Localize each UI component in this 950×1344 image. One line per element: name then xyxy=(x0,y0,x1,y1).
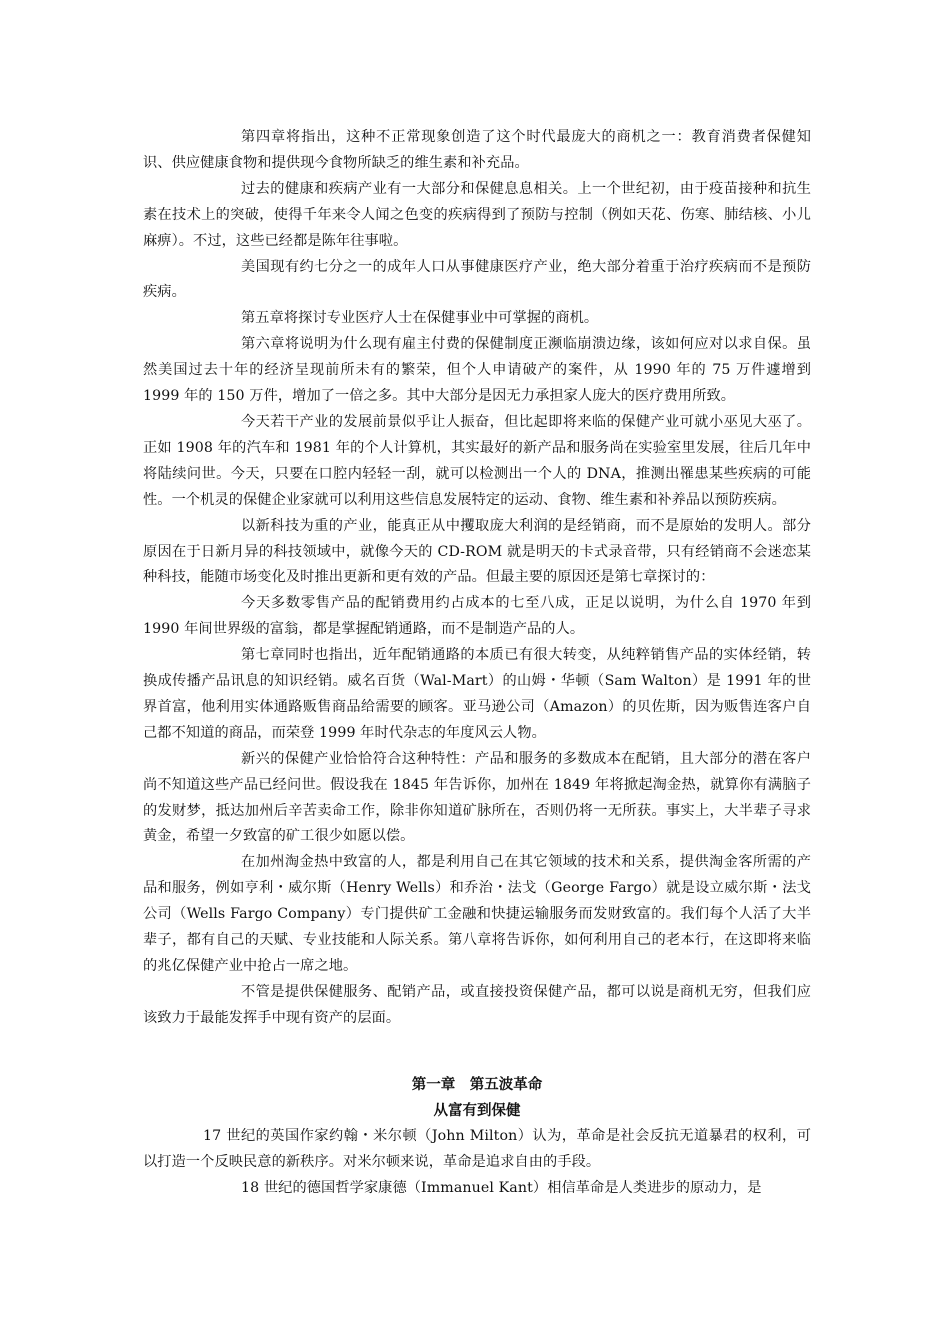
paragraph-2: 过去的健康和疾病产业有一大部分和保健息息相关。上一个世纪初，由于疫苗接种和抗生素在技术上的突破，使得千年来令人闻之色变的疾病得到了预防与控制（例如天花、伤寒、肺结核、小儿麻痹）。不过，这些已经都是陈年往事啦。 xyxy=(143,180,811,249)
paragraph-9: 第七章同时也指出，近年配销通路的本质已有很大转变，从纯粹销售产品的实体经销，转换成传播产品讯息的知识经销。威名百货（Wal-Mart）的山姆・华顿（Sam Walton）是 1991 年的世界首富，他利用实体通路贩售商品给需要的顾客。亚马逊公司（Amazon）的贝佐斯，因为贩售连客户自己都不知道的商品，而荣登 1999 年时代杂志的年度风云人物。 xyxy=(143,647,811,741)
paragraph-11: 在加州淘金热中致富的人，都是利用自己在其它领域的技术和关系，提供淘金客所需的产品和服务，例如亨利・威尔斯（Henry Wells）和乔治・法戈（George Fargo）就是设立威尔斯・法戈公司（Wells Fargo Company）专门提供矿工金融和快捷运输服务而发财致富的。我们每个人活了大半辈子，都有自己的天赋、专业技能和人际关系。第八章将告诉你，如何利用自己的老本行，在这即将来临的兆亿保健产业中抢占一席之地。 xyxy=(143,854,811,974)
paragraph-8: 今天多数零售产品的配销费用约占成本的七至八成，正足以说明，为什么自 1970 年到 1990 年间世界级的富翁，都是掌握配销通路，而不是制造产品的人。 xyxy=(143,595,811,638)
chapter-subtitle: 从富有到保健 xyxy=(433,1102,521,1119)
chapter-paragraph-1: 17 世纪的英国作家约翰・米尔顿（John Milton）认为，革命是社会反抗无道暴君的权利，可以打造一个反映民意的新秩序。对米尔顿来说，革命是追求自由的手段。 xyxy=(143,1127,811,1170)
paragraph-12: 不管是提供保健服务、配销产品，或直接投资保健产品，都可以说是商机无穷，但我们应该致力于最能发挥手中现有资产的层面。 xyxy=(143,983,811,1026)
paragraph-6: 今天若干产业的发展前景似乎让人振奋，但比起即将来临的保健产业可就小巫见大巫了。正如 1908 年的汽车和 1981 年的个人计算机，其实最好的新产品和服务尚在实验室里发展，往后几年中将陆续问世。今天，只要在口腔内轻轻一刮，就可以检测出一个人的 DNA，推测出罹患某些疾病的可能性。一个机灵的保健企业家就可以利用这些信息发展特定的运动、食物、维生素和补养品以预防疾病。 xyxy=(143,413,811,508)
paragraph-5: 第六章将说明为什么现有雇主付费的保健制度正濒临崩溃边缘，该如何应对以求自保。虽然美国过去十年的经济呈现前所未有的繁荣，但个人申请破产的案件，从 1990 年的 75 万件遽增到 1999 年的 150 万件，增加了一倍之多。其中大部分是因无力承担家人庞大的医疗费用所致。 xyxy=(143,336,811,405)
paragraph-10: 新兴的保健产业恰恰符合这种特性：产品和服务的多数成本在配销，且大部分的潜在客户尚不知道这些产品已经问世。假设我在 1845 年告诉你，加州在 1849 年将掀起淘金热，就算你有满脑子的发财梦，抵达加州后辛苦卖命工作，除非你知道矿脉所在，否则仍将一无所获。事实上，大半辈子寻求黄金，希望一夕致富的矿工很少如愿以偿。 xyxy=(143,750,811,845)
paragraph-7: 以新科技为重的产业，能真正从中攫取庞大利润的是经销商，而不是原始的发明人。部分原因在于日新月异的科技领域中，就像今天的 CD-ROM 就是明天的卡式录音带，只有经销商不会迷恋某种科技，能随市场变化及时推出更新和更有效的产品。但最主要的原因还是第七章探讨的： xyxy=(143,517,811,586)
paragraph-4: 第五章将探讨专业医疗人士在保健事业中可掌握的商机。 xyxy=(241,310,599,327)
paragraph-1: 第四章将指出，这种不正常现象创造了这个时代最庞大的商机之一：教育消费者保健知识、供应健康食物和提供现今食物所缺乏的维生素和补充品。 xyxy=(143,129,811,171)
paragraph-3: 美国现有约七分之一的成年人口从事健康医疗产业，绝大部分着重于治疗疾病而不是预防疾病。 xyxy=(143,258,811,301)
section-spacer xyxy=(143,1032,811,1072)
chapter-paragraph-2: 18 世纪的德国哲学家康德（Immanuel Kant）相信革命是人类进步的原动力，是 xyxy=(241,1179,762,1196)
chapter-title: 第一章 第五波革命 xyxy=(411,1076,543,1093)
document-page xyxy=(143,125,811,1201)
